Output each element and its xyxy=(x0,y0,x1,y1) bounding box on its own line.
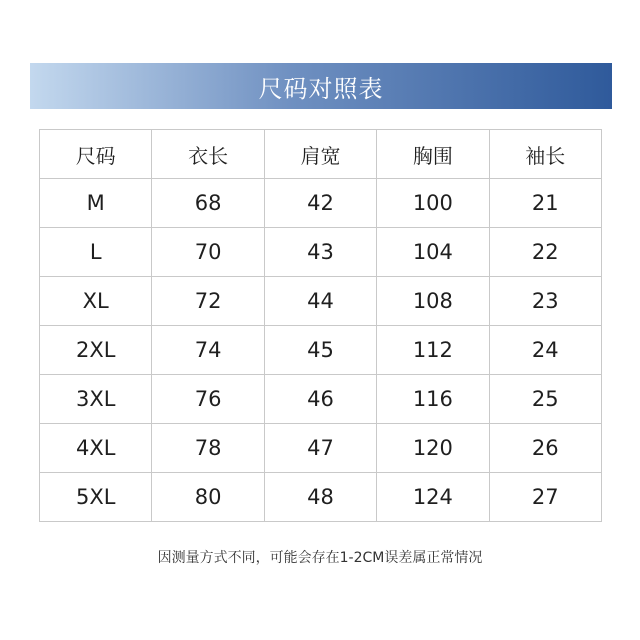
table-row xyxy=(40,228,602,277)
cell-size: L xyxy=(40,228,152,277)
header-shoulder: 肩宽 xyxy=(264,130,376,179)
cell-length: 78 xyxy=(152,424,264,473)
header-sleeve: 袖长 xyxy=(489,130,601,179)
cell-sleeve: 26 xyxy=(489,424,601,473)
header-chest: 胸围 xyxy=(377,130,489,179)
cell-sleeve: 22 xyxy=(489,228,601,277)
cell-shoulder: 44 xyxy=(264,277,376,326)
cell-length: 70 xyxy=(152,228,264,277)
header-length: 衣长 xyxy=(152,130,264,179)
cell-shoulder: 48 xyxy=(264,473,376,522)
cell-sleeve: 23 xyxy=(489,277,601,326)
cell-sleeve: 21 xyxy=(489,179,601,228)
cell-size: 3XL xyxy=(40,375,152,424)
table-row xyxy=(40,326,602,375)
cell-shoulder: 43 xyxy=(264,228,376,277)
table-row xyxy=(40,277,602,326)
table-row xyxy=(40,179,602,228)
header-size: 尺码 xyxy=(40,130,152,179)
cell-shoulder: 47 xyxy=(264,424,376,473)
table-header-row xyxy=(40,130,602,179)
cell-chest: 108 xyxy=(377,277,489,326)
cell-length: 72 xyxy=(152,277,264,326)
cell-length: 76 xyxy=(152,375,264,424)
cell-size: M xyxy=(40,179,152,228)
cell-size: XL xyxy=(40,277,152,326)
table-row xyxy=(40,424,602,473)
size-chart-table xyxy=(39,129,602,522)
cell-shoulder: 45 xyxy=(264,326,376,375)
cell-length: 68 xyxy=(152,179,264,228)
cell-chest: 120 xyxy=(377,424,489,473)
cell-size: 2XL xyxy=(40,326,152,375)
cell-length: 80 xyxy=(152,473,264,522)
cell-size: 4XL xyxy=(40,424,152,473)
cell-chest: 104 xyxy=(377,228,489,277)
cell-length: 74 xyxy=(152,326,264,375)
cell-shoulder: 42 xyxy=(264,179,376,228)
cell-size: 5XL xyxy=(40,473,152,522)
cell-chest: 116 xyxy=(377,375,489,424)
cell-chest: 112 xyxy=(377,326,489,375)
title-banner xyxy=(30,63,612,109)
table-row xyxy=(40,473,602,522)
cell-sleeve: 25 xyxy=(489,375,601,424)
cell-sleeve: 27 xyxy=(489,473,601,522)
cell-chest: 100 xyxy=(377,179,489,228)
cell-shoulder: 46 xyxy=(264,375,376,424)
size-chart-title: 尺码对照表 xyxy=(258,74,384,103)
table-row xyxy=(40,375,602,424)
measurement-note: 因测量方式不同，可能会存在1-2CM误差属正常情况 xyxy=(157,550,483,566)
cell-sleeve: 24 xyxy=(489,326,601,375)
cell-chest: 124 xyxy=(377,473,489,522)
